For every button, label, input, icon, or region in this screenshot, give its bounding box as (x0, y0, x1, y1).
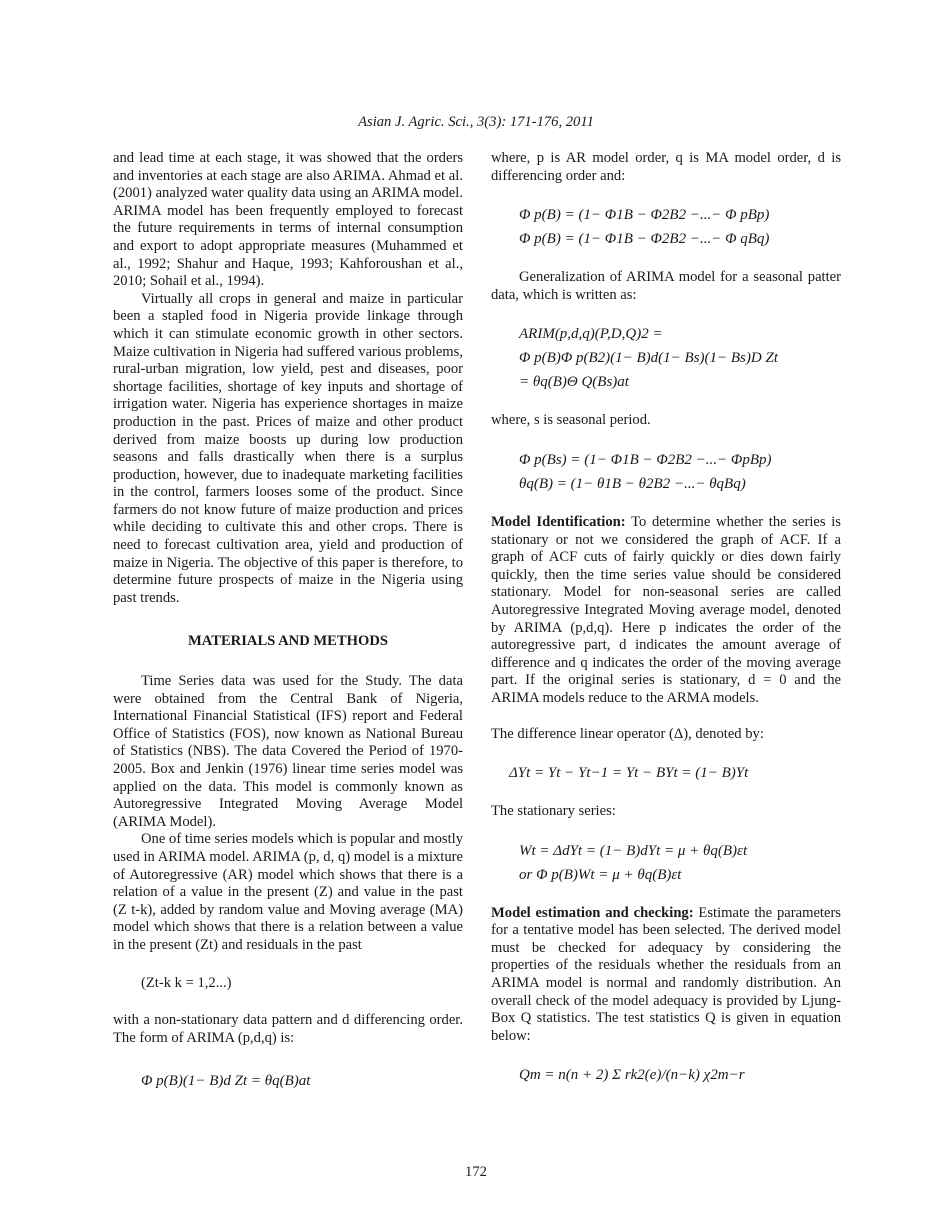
paragraph: One of time series models which is popular and mostly used in ARIMA model. ARIMA (p, d, q) model is a mixture of Autoregressive (AR) model which shows that there is a relation of a value in the present (Z) and value in the past (Z t-k), added by random value and Moving average (MA) model which shows that there is a relation between a value in the present (Zt) and residuals in the past (113, 831, 463, 953)
equation-seasonal-line1: ARIM(p,d,q)(P,D,Q)2 = (519, 326, 663, 343)
paragraph-text: To determine whether the series is stationary or not we considered the graph of ACF. If a graph of ACF cuts of fairly quickly or dies down fairly quickly, then the time series value should be considered stationary. Model for non-seasonal series are called Autoregressive Integrated Moving average model, denoted by ARIMA (p,d,q). Here p indicates the order of the autoregressive part, d indicates the amount average of difference and q indicates the order of the moving average part. If the original series is stationary, d = 0 and the ARIMA models reduce to the ARMA models. (491, 513, 841, 706)
paragraph-text: Estimate the parameters for a tentative model has been selected. The derived model must be checked for adequacy by considering the properties of the residuals whether the residuals from an ARIMA model is normal and randomly distribution. An overall check of the model adequacy is provided by Ljung-Box Q statistics. The test statistics Q is given in equation below: (491, 904, 841, 1044)
equation-difference-operator: ΔYt = Yt − Yt−1 = Yt − BYt = (1− B)Yt (509, 765, 749, 782)
inline-math: (Zt-k k = 1,2...) (141, 974, 232, 991)
paragraph: and lead time at each stage, it was showed that the orders and inventories at each stage are also ARIMA. Ahmad et al. (2001) analyzed water quality data using an ARIMA model. ARIMA model has been frequently employed to forecast the future requirements in terms of internal consumption and export to adopt appropriate measures (Muhammed et al., 1992; Shahur and Haque, 1993; Kahforoushan et al., 2010; Sohail et al., 1994). (113, 150, 463, 290)
run-in-heading: Model estimation and checking: (491, 904, 694, 921)
paragraph: where, p is AR model order, q is MA model order, d is differencing order and: (491, 150, 841, 184)
run-in-heading: Model Identification: (491, 513, 626, 530)
equation-ar-polynomial: Φ p(B) = (1− Φ1B − Φ2B2 −...− Φ pBp) (519, 207, 770, 224)
page-number: 172 (465, 1164, 487, 1180)
paragraph: The stationary series: (491, 803, 616, 820)
equation-seasonal-line3: = θq(B)Θ Q(Bs)at (519, 374, 629, 391)
equation-arima: Φ p(B)(1− B)d Zt = θq(B)at (141, 1073, 311, 1090)
section-heading: MATERIALS AND METHODS (187, 633, 388, 650)
paragraph: with a non-stationary data pattern and d differencing order. The form of ARIMA (p,d,q) is: (113, 1012, 463, 1046)
equation-ljung-box: Qm = n(n + 2) Σ rk2(e)/(n−k) χ2m−r (519, 1067, 745, 1084)
paragraph-model-identification (491, 514, 841, 708)
equation-theta: θq(B) = (1− θ1B − θ2B2 −...− θqBq) (519, 475, 746, 492)
right-column (491, 150, 841, 1087)
equation-ma-polynomial: Φ p(B) = (1− Φ1B − Φ2B2 −...− Φ qBq) (519, 231, 770, 248)
paragraph: Time Series data was used for the Study. The data were obtained from the Central Bank of Nigeria, International Financial Statistical (IFS) report and Federal Office of Statistics (FOS), now known as National Bureau of Statistics (NBS). The data Covered the Period of 1970-2005. Box and Jenkin (1976) linear time series model was applied on the data. This model is commonly known as Autoregressive Integrated Moving Average Model (ARIMA Model). (113, 673, 463, 830)
equation-seasonal-line2: Φ p(B)Φ p(B2)(1− B)d(1− Bs)(1− Bs)D Zt (519, 350, 778, 367)
equation-stationary-line2: or Φ p(B)Wt = μ + θq(B)εt (519, 866, 682, 883)
equation-seasonal-ar: Φ p(Bs) = (1− Φ1B − Φ2B2 −...− ΦpBp) (519, 451, 772, 468)
paragraph: Virtually all crops in general and maize in particular been a stapled food in Nigeria provide linkage through which it can stimulate economic growth in other sectors. Maize cultivation in Nigeria had suffered various problems, rural-urban migration, low yield, pest and diseases, poor shortage facilities, shortage of key inputs and shortage of irrigation water. Nigeria has experience shortages in maize production in the past. Prices of maize and other product derived from maize boosts up during low production seasons and falls drastically when there is a surplus production, however, due to inadequate marketing facilities in the control, farmers looses some of the product. Since farmers do not know future of maize production and prices while deciding to cultivate this and other crops. There is need to forecast cultivation area, yield and production of maize in Nigeria. The objective of this paper is therefore, to determine future prospects of maize in the Nigeria using past trends. (113, 290, 463, 606)
paragraph: The difference linear operator (Δ), denoted by: (491, 725, 764, 742)
paragraph: where, s is seasonal period. (491, 412, 651, 429)
paragraph-model-estimation (491, 905, 841, 1046)
running-header: Asian J. Agric. Sci., 3(3): 171-176, 2011 (358, 114, 594, 130)
equation-stationary-line1: Wt = ΔdYt = (1− B)dYt = μ + θq(B)εt (519, 842, 748, 859)
left-column (113, 150, 463, 1093)
paragraph: Generalization of ARIMA model for a seasonal patter data, which is written as: (491, 269, 841, 303)
